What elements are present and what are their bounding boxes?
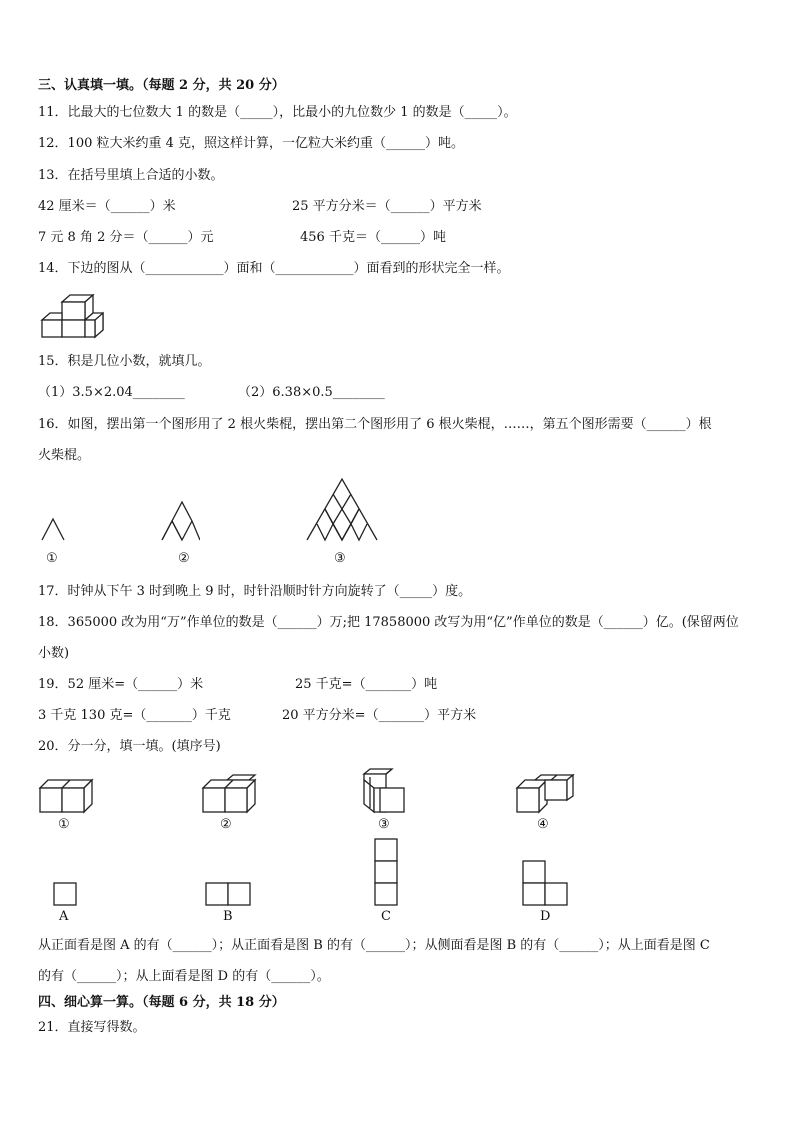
question-20-answer-line-1: 从正面看是图 A 的有（______）；从正面看是图 B 的有（______）；从侧面看是图 B 的有（______）；从上面看是图 C (38, 938, 710, 953)
view-label-d: D (540, 909, 551, 924)
view-figure-c (374, 838, 400, 908)
question-13-c: 7 元 8 角 2 分＝（______）元 (38, 230, 214, 245)
question-15-b: （2）6.38×0.5________ (238, 385, 385, 400)
cube-view-label-4: ④ (537, 817, 549, 832)
cube-view-figure-2 (201, 774, 257, 814)
cube-view-label-3: ③ (378, 817, 390, 832)
view-label-b: B (223, 909, 233, 924)
cube-view-label-1: ① (58, 817, 70, 832)
question-16-line-2: 火柴棍。 (38, 448, 91, 463)
question-12: 12．100 粒大米约重 4 克，照这样计算，一亿粒大米约重（______）吨。 (38, 136, 465, 151)
figure-label-2: ② (178, 551, 190, 566)
matchstick-figure-3 (305, 476, 381, 542)
question-17: 17．时钟从下午 3 时到晚上 9 时，时针沿顺时针方向旋转了（_____）度。 (38, 584, 472, 599)
question-13-d: 456 千克＝（______）吨 (300, 230, 446, 245)
view-label-a: A (59, 909, 69, 924)
question-21: 21．直接写得数。 (38, 1020, 146, 1035)
question-20: 20．分一分，填一填。(填序号) (38, 739, 221, 754)
matchstick-figure-2 (160, 496, 200, 542)
question-18-line-2: 小数) (38, 646, 70, 661)
view-figure-d (522, 860, 570, 908)
view-figure-b (205, 882, 253, 908)
question-19-d: 20 平方分米=（_______）平方米 (282, 708, 477, 723)
cube-view-figure-3 (362, 768, 408, 814)
question-16-line-1: 16．如图，摆出第一个图形用了 2 根火柴棍，摆出第二个图形用了 6 根火柴棍，……，第五个图形需要（______）根 (38, 417, 712, 432)
question-20-answer-line-2: 的有（______）；从上面看是图 D 的有（______）。 (38, 969, 330, 984)
section-4-heading: 四、细心算一算。（每题 6 分，共 18 分） (38, 995, 285, 1010)
section-3-heading: 三、认真填一填。（每题 2 分，共 20 分） (38, 78, 285, 93)
cube-view-label-2: ② (220, 817, 232, 832)
question-19-b: 25 千克=（_______）吨 (295, 677, 438, 692)
question-15-a: （1）3.5×2.04________ (38, 385, 185, 400)
cube-view-figure-1 (38, 776, 94, 814)
question-11: 11．比最大的七位数大 1 的数是（_____），比最小的九位数少 1 的数是（_____）。 (38, 105, 517, 120)
cube-view-figure-4 (515, 774, 575, 814)
question-13-b: 25 平方分米＝（______）平方米 (292, 199, 482, 214)
figure-label-1: ① (46, 551, 58, 566)
question-13-a: 42 厘米＝（______）米 (38, 199, 176, 214)
view-label-c: C (381, 909, 391, 924)
view-figure-a (53, 882, 79, 908)
question-19-a: 19．52 厘米=（______）米 (38, 677, 204, 692)
question-13: 13．在括号里填上合适的小数。 (38, 168, 224, 183)
figure-label-3: ③ (334, 551, 346, 566)
question-18-line-1: 18．365000 改为用“万”作单位的数是（______）万;把 17858000 改写为用“亿”作单位的数是（______）亿。(保留两位 (38, 615, 739, 630)
question-15: 15．积是几位小数，就填几。 (38, 354, 211, 369)
question-19-c: 3 千克 130 克=（_______）千克 (38, 708, 231, 723)
matchstick-figure-1 (40, 516, 70, 542)
q14-cube-figure (40, 294, 110, 346)
question-14: 14．下边的图从（____________）面和（____________）面看到的形状完全一样。 (38, 261, 510, 276)
